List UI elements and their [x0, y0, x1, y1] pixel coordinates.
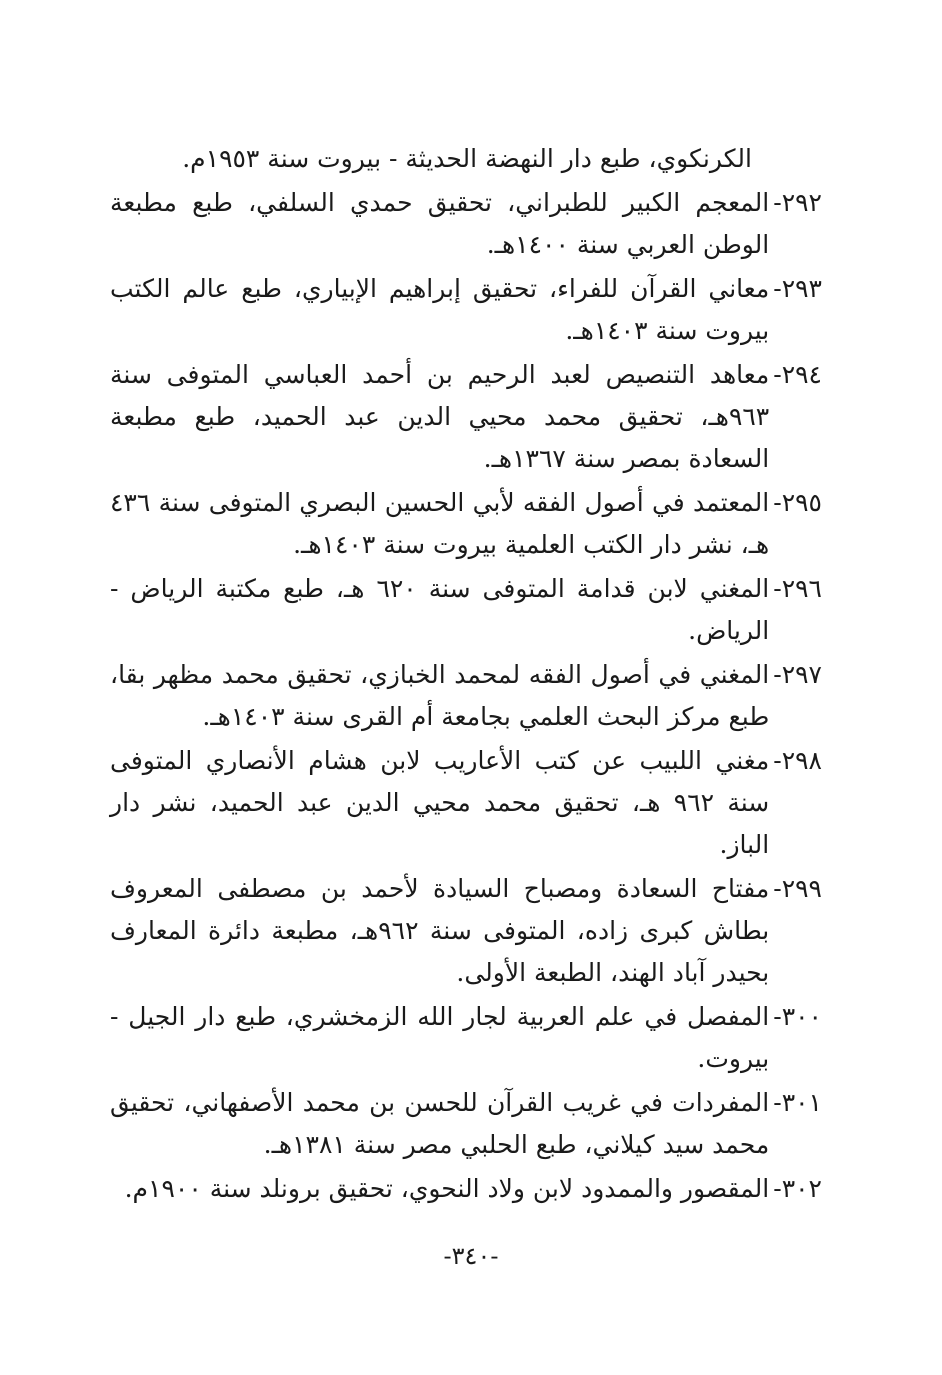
entry-number: ٣٠١: [781, 1088, 822, 1117]
bibliography-entry-295: [110, 482, 822, 566]
entry-separator: -: [773, 874, 782, 903]
entry-text: المغني في أصول الفقه لمحمد الخبازي، تحقيق محمد مظهر بقا، طبع مركز البحث العلمي بجامعة أم القرى سنة ١٤٠٣هـ.: [110, 660, 770, 731]
entry-separator: -: [773, 746, 782, 775]
entry-separator: -: [773, 574, 782, 603]
entry-number: ٢٩٥: [781, 488, 822, 517]
entry-number: ٢٩٢: [781, 188, 822, 217]
bibliography-entry-296: [110, 568, 822, 652]
entry-text: المغني لابن قدامة المتوفى سنة ٦٢٠ هـ، طبع مكتبة الرياض - الرياض.: [110, 574, 770, 645]
bibliography-entry-299: [110, 868, 822, 994]
entry-number: ٢٩٦: [781, 574, 822, 603]
entry-number: ٢٩٩: [781, 874, 822, 903]
entry-text: المعتمد في أصول الفقه لأبي الحسين البصري المتوفى سنة ٤٣٦ هـ، نشر دار الكتب العلمية بيروت سنة ١٤٠٣هـ.: [110, 488, 770, 559]
entry-text: المعجم الكبير للطبراني، تحقيق حمدي السلفي، طبع مطبعة الوطن العربي سنة ١٤٠٠هـ.: [110, 188, 770, 259]
entry-number: ٣٠٢: [781, 1174, 822, 1203]
entry-separator: -: [773, 274, 782, 303]
entry-separator: -: [773, 1002, 782, 1031]
bibliography-entry-294: [110, 354, 822, 480]
entry-text: المفردات في غريب القرآن للحسن بن محمد الأصفهاني، تحقيق محمد سيد كيلاني، طبع الحلبي مصر سنة ١٣٨١هـ.: [110, 1088, 770, 1159]
entry-text: معاني القرآن للفراء، تحقيق إبراهيم الإبياري، طبع عالم الكتب بيروت سنة ١٤٠٣هـ.: [110, 274, 770, 345]
bibliography-entry-292: [110, 182, 822, 266]
entry-separator: -: [773, 1088, 782, 1117]
entry-text: معاهد التنصيص لعبد الرحيم بن أحمد العباسي المتوفى سنة ٩٦٣هـ، تحقيق محمد محيي الدين عبد الحميد، طبع مطبعة السعادة بمصر سنة ١٣٦٧هـ.: [110, 360, 770, 473]
bibliography-entry-298: [110, 740, 822, 866]
entry-separator: -: [773, 188, 782, 217]
continuation-line: الكرنكوي، طبع دار النهضة الحديثة - بيروت سنة ١٩٥٣م.: [182, 144, 752, 173]
entry-number: ٢٩٨: [781, 746, 822, 775]
bibliography-list: [110, 138, 822, 1210]
bibliography-entry-293: [110, 268, 822, 352]
entry-separator: -: [773, 360, 782, 389]
entry-number: ٣٠٠: [781, 1002, 822, 1031]
entry-text: المقصور والممدود لابن ولاد النحوي، تحقيق برونلد سنة ١٩٠٠م.: [124, 1174, 770, 1203]
entry-text: المفصل في علم العربية لجار الله الزمخشري، طبع دار الجيل - بيروت.: [110, 1002, 770, 1073]
entry-separator: -: [773, 660, 782, 689]
entry-number: ٢٩٤: [781, 360, 822, 389]
bibliography-entry-302: [110, 1168, 822, 1210]
entry-number: ٢٩٣: [781, 274, 822, 303]
page-number: -٣٤٠-: [443, 1242, 499, 1270]
entry-number: ٢٩٧: [781, 660, 822, 689]
entry-text: مغني اللبيب عن كتب الأعاريب لابن هشام الأنصاري المتوفى سنة ٩٦٢ هـ، تحقيق محمد محيي الدين عبد الحميد، نشر دار الباز.: [110, 746, 770, 859]
bibliography-entry-300: [110, 996, 822, 1080]
bibliography-entry-301: [110, 1082, 822, 1166]
entry-text: مفتاح السعادة ومصباح السيادة لأحمد بن مصطفى المعروف بطاش كبرى زاده، المتوفى سنة ٩٦٢هـ، مطبعة دائرة المعارف بحيدر آباد الهند، الطبعة الأولى.: [110, 874, 770, 987]
entry-separator: -: [773, 1174, 782, 1203]
entry-separator: -: [773, 488, 782, 517]
bibliography-entry-297: [110, 654, 822, 738]
